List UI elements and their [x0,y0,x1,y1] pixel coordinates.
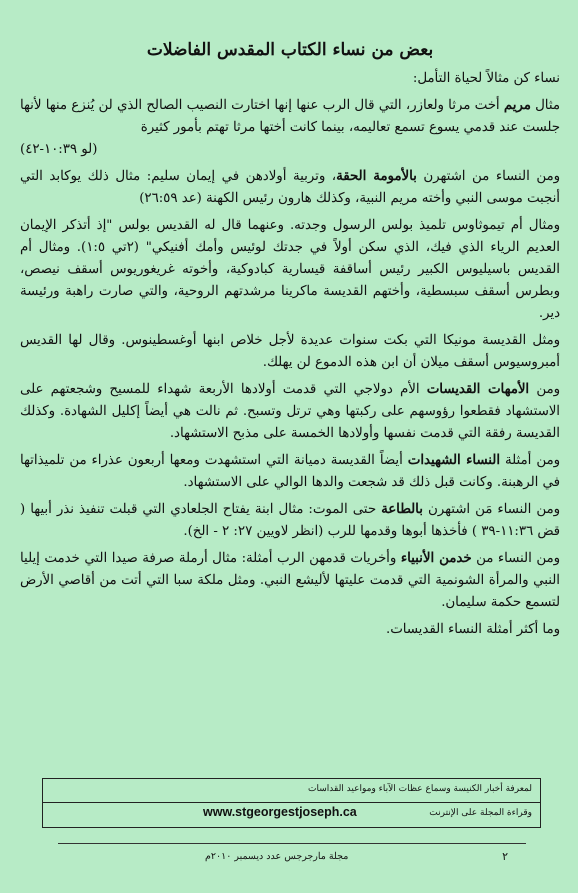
website-box-row-1 [43,779,540,803]
paragraph-prophets: ومن النساء من خدمن الأنبياء وأخريات قدمهن الرب أمثلة: مثال أرملة صرفة صيدا التي خدمت إيليا النبي والمرأة الشونمية التي قدمت عليتها لأليشع النبي. ومثل ملكة سبا التي أتت من أقاصي الأرض لتسمع حكمة سليمان. [20,551,561,610]
website-url[interactable]: www.stgeorgestjoseph.ca [203,805,357,819]
paragraph-obedience: ومن النساء مَن اشتهرن بالطاعة حتى الموت: مثال ابنة يفتاح الجلعادي التي قبلت تنفيذ نذر أبيها ( قض ١١:٣٦-٣٩ ) فأخذها أبوها وقدمها للرب (انظر لاويين ٢٧: ٢ - الخ). [20,502,561,539]
heading-obedience: بالطاعة [381,502,423,517]
paragraph-motherhood: ومن النساء من اشتهرن بالأمومة الحقة، وتربية أولادهن في إيمان سليم: مثال ذلك يوكابد التي أنجبت موسى النبي وأخته مريم النبية، وكذلك هارون رئيس الكهنة (عد ٢٦:٥٩) [20,169,560,206]
paragraph-timothy: ومثال أم تيموثاوس تلميذ بولس الرسول وجدته. وعنهما قال له القديس بولس "إذ أتذكر الإيمان العديم الرياء الذي فيك، الذي سكن أولاً في جدتك لوئيس وأمك أفنيكي" (٢تي ١:٥). ومثال أم القديس باسيليوس الكبير رئيس أساقفة قيسارية كبادوكية، وأخوته غريغوريوس أسقف نيصص، وبطرس أسقف سبسطية، وأختهم القديسة ماكرينا مرشدتهم الروحية، والتي صارت راهبة ورئيسة دير. [20,218,560,321]
magazine-issue: مجلة مارجرجس عدد ديسمبر ٢٠١٠م [205,851,349,862]
paragraph-martyrs: ومن أمثلة النساء الشهيدات أيضاً القديسة دميانة التي استشهدت ومعها أربعون عذراء من تلميذاتها في الرهبنة. وكانت قبل ذلك قد شجعت والدها الوالي على الاستشهاد. [20,453,560,490]
page-number: ٢ [502,850,508,863]
paragraph-contemplation: مثال مريم أخت مرثا ولعازر، التي قال الرب عنها إنها اختارت النصيب الصالح الذي لن يُنزع منها لأنها جلست عند قدمي يسوع تسمع تعاليمه، بينما كانت أختها مرثا تهتم بأمور كثيرة (لو ١٠:٣٩-٤٢) [20,95,560,161]
paragraph-closing: وما أكثر أمثلة النساء القديسات. [386,622,560,637]
website-box [42,778,541,828]
article [20,38,560,646]
paragraph-monica: ومثل القديسة مونيكا التي بكت سنوات عديدة لأجل خلاص ابنها أوغسطينوس. وقال لها القديس أمبروسيوس أسقف ميلان أن ابن هذه الدموع لن يهلك. [20,333,560,370]
heading-served-prophets: خدمن الأنبياء [400,551,472,566]
heading-true-motherhood: بالأمومة الحقة [336,169,417,184]
reference: (لو ١٠:٣٩-٤٢) [20,142,98,157]
paragraph-saint-mothers: ومن الأمهات القديسات الأم دولاجي التي قدمت أولادها الأربعة شهداء للمسيح وشجعتهم على الاستشهاد فقطعوا رؤوسهم على ركبتها وهي ترتل وتسبح. ثم نالت هي أيضاً إكليل الشهادة. وكذلك القديسة رفقة التي قدمت نفسها وأولادها الخمسة على مذبح الاستشهاد. [20,382,560,441]
footer-divider [58,843,526,844]
intro-line: نساء كن مثالاً لحياة التأمل: [412,71,560,86]
website-box-row-2 [43,803,540,826]
website-read-text: وقراءة المجلة على الإنترنت [429,808,532,818]
heading-saint-mothers: الأمهات القديسات [426,382,530,397]
heading-martyr-women: النساء الشهيدات [407,453,501,468]
website-info-text: لمعرفة أخبار الكنيسة وسماع عظات الآباء ومواعيد القداسات [308,784,532,794]
name-mary: مريم [503,98,531,113]
article-title: بعض من نساء الكتاب المقدس الفاضلات [146,40,434,60]
